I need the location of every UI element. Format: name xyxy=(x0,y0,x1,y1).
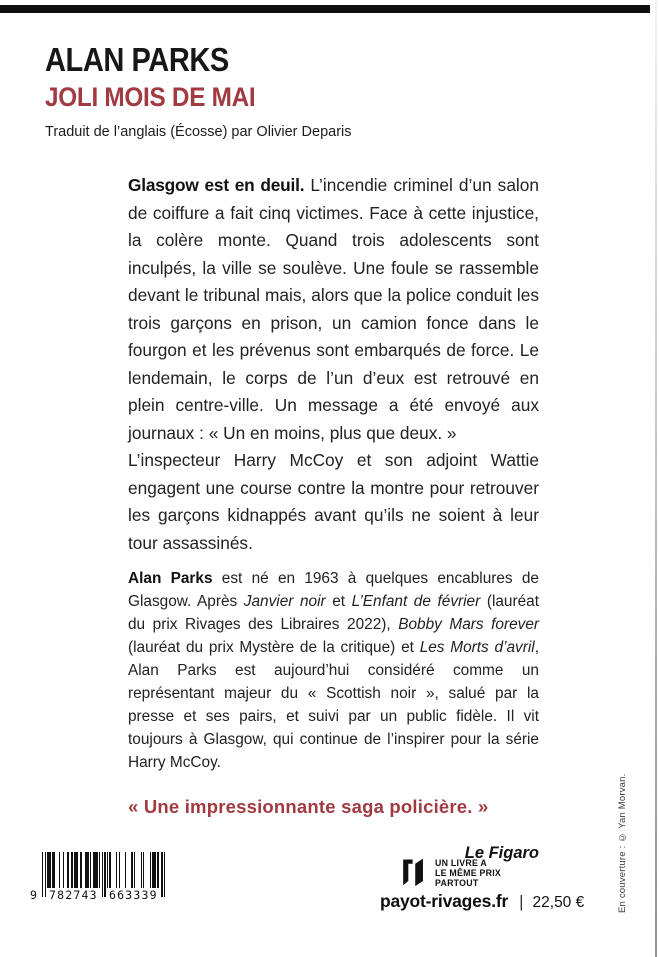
translation-credit: Traduit de l’anglais (Écosse) par Olivier Deparis xyxy=(45,124,352,140)
barcode-digit-group1: 782743 xyxy=(49,888,98,902)
top-edge-bar xyxy=(0,5,650,13)
right-edge-line xyxy=(655,0,657,957)
synopsis-lead: Glasgow est en deuil. xyxy=(128,175,305,195)
book-price: 22,50 € xyxy=(532,894,585,911)
logo-caption xyxy=(435,858,501,888)
logo-caption-line2: LE MÊME PRIX xyxy=(435,868,502,878)
synopsis-paragraph-2: L’inspecteur Harry McCoy et son adjoint Wattie engagent une course contre la montre pour retrouver les garçons kidnappés avant qu’ils ne soient à leur tour assassinés. xyxy=(128,450,539,553)
ean13-barcode xyxy=(30,852,172,910)
website-price-row xyxy=(380,891,585,912)
barcode-digits xyxy=(30,887,172,903)
header xyxy=(45,42,352,140)
price-logo xyxy=(398,856,555,888)
barcode-digit-lead: 9 xyxy=(30,888,37,902)
publisher-block xyxy=(380,856,585,912)
logo-caption-line1: UN LIVRE A xyxy=(435,858,488,868)
press-source: Le Figaro xyxy=(464,844,539,862)
author-bio: Alan Parks est né en 1963 à quelques encablures de Glasgow. Après Janvier noir et L’Enfant de février (lauréat du prix Rivages des Libraires 2022), Bobby Mars forever (lauréat du prix Mystère de la critique) et Les Morts d’avril, Alan Parks est aujourd’hui considéré comme un représentant majeur du « Scottish noir », salué par la presse et ses pairs, et suivi par un public fidèle. Il vit toujours à Glasgow, qui continue de l’inspirer pour la série Harry McCoy. xyxy=(128,570,540,771)
main-text-column xyxy=(128,172,539,863)
synopsis-body: L’incendie criminel d’un salon de coiffure a fait cinq victimes. Face à cette injustice, la colère monte. Quand trois adolescents sont inculpés, la ville se soulève. Une foule se rassemble devant le tribunal mais, alors que la police conduit les trois garçons en prison, un camion fonce dans le fourgon et les prévenus sont embarqués de force. Le lendemain, le corps de l’un d’eux est retrouvé en plein centre-ville. Un message a été envoyé aux journaux : « Un en moins, plus que deux. » xyxy=(128,175,539,443)
publisher-website: payot-rivages.fr xyxy=(380,891,509,911)
logo-caption-line3: PARTOUT xyxy=(435,878,479,888)
press-quote: « Une impressionnante saga policière. » xyxy=(128,796,489,817)
cover-photo-credit: En couverture : © Yan Morvan. xyxy=(617,773,628,913)
book-title-text: JOLI MOIS DE MAI xyxy=(45,82,256,112)
author-name: ALAN PARKS xyxy=(45,41,229,78)
separator-bar: | xyxy=(519,892,524,911)
book-title xyxy=(45,83,352,111)
synopsis-paragraph-1 xyxy=(128,172,539,447)
barcode-digit-group2: 663339 xyxy=(109,888,158,902)
open-book-icon xyxy=(398,856,429,887)
